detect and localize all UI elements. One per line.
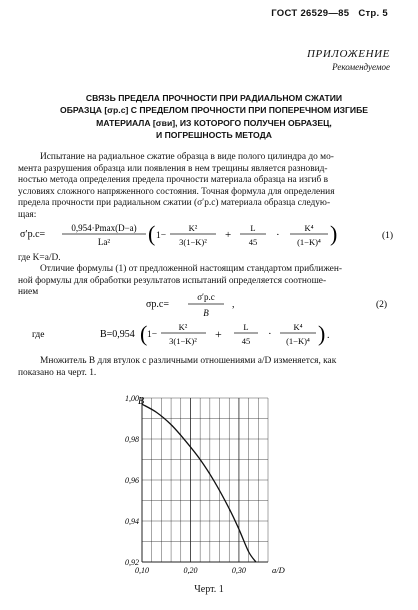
text-line: щая:: [18, 209, 37, 220]
chart-ticks: [125, 394, 246, 575]
paragraph-1: [18, 152, 396, 222]
term1-den: 3(1−K)²: [169, 336, 197, 346]
text-line: ностью метода определения предела прочности материала образца на изгиб в: [18, 175, 329, 186]
text-line: Отличие формулы (1) от предложенной настоящим стандартом приближен-: [40, 264, 342, 274]
chart-b-vs-a-over-d: [0, 390, 418, 580]
appendix-title: ПРИЛОЖЕНИЕ: [307, 48, 390, 60]
close-paren: ): [318, 321, 326, 346]
title-line: СВЯЗЬ ПРЕДЕЛА ПРОЧНОСТИ ПРИ РАДИАЛЬНОМ СЖАТИИ: [85, 93, 343, 103]
term3-num: K⁴: [293, 322, 303, 332]
term1-num: K²: [188, 223, 198, 233]
open-paren: (: [148, 221, 156, 246]
paragraph-3: [18, 356, 396, 379]
text-line: ной формулы для обработки результатов испытаний определяется соотноше-: [18, 275, 327, 286]
page-number: Стр. 5: [358, 8, 388, 19]
term3-num: K⁴: [304, 223, 314, 233]
formula-2: [0, 286, 418, 320]
y-tick-label: 0,98: [125, 435, 139, 444]
appendix-subtitle: Рекомендуемое: [332, 62, 390, 72]
formula-lhs: σ′р.с=: [20, 229, 46, 240]
title-line: МАТЕРИАЛА [σви], ИЗ КОТОРОГО ПОЛУЧЕН ОБРАЗЕЦ,: [96, 117, 332, 128]
term1-den: 3(1−K)²: [179, 237, 207, 247]
formula-tail: .: [327, 330, 330, 341]
term1-num: K²: [178, 322, 188, 332]
formula-numerator: σ′р.с: [197, 292, 215, 302]
formula-denominator: La²: [97, 237, 111, 247]
dot-sign: ·: [276, 229, 280, 241]
formula-numerator: 0,954·Pmax(D−a): [71, 223, 137, 233]
y-tick-label: 0,94: [125, 517, 139, 526]
text-line: предела прочности при радиальном сжатии (σ′р.с) материала образца следую-: [18, 198, 331, 209]
term3-den: (1−K)⁴: [286, 336, 310, 346]
text-line: Множитель B для втулок с различными отношениями a/D изменяется, как: [40, 356, 337, 366]
y-tick-label: 1,00: [125, 394, 139, 403]
one-minus: 1−: [156, 231, 167, 241]
figure-caption: Черт. 1: [194, 584, 224, 595]
text-line: мента разрушения образца или появления в нем трещины является разновид-: [18, 163, 328, 174]
page-header: [265, 8, 388, 19]
equation-number: (1): [382, 231, 394, 241]
x-axis-label: a/D: [272, 565, 285, 575]
text-line: условиях сложного напряженного состояния. Точная формула для определения: [18, 186, 335, 197]
text-line: нием: [18, 287, 39, 298]
section-title: [44, 92, 384, 142]
one-minus: 1−: [147, 330, 158, 340]
text-line: Испытание на радиальное сжатие образца в виде полого цилиндра до мо-: [40, 152, 334, 162]
term3-den: (1−K)⁴: [297, 237, 321, 247]
term2-den: 45: [241, 336, 251, 346]
term2-den: 45: [248, 237, 258, 247]
formula-b-definition: [0, 318, 418, 352]
open-paren: (: [140, 321, 148, 346]
where-label: где: [32, 330, 45, 340]
formula-denominator: B: [203, 308, 209, 318]
formula-1: [0, 218, 418, 252]
text-line: показано на черт. 1.: [18, 367, 97, 378]
equation-number: (2): [376, 300, 388, 310]
chart-grid: [142, 398, 268, 562]
where-1: [18, 253, 396, 265]
formula-tail: ,: [232, 299, 235, 310]
formula-lhs: σр.с=: [146, 299, 169, 310]
text-line: где K=a/D.: [18, 253, 61, 263]
term2-num: L: [250, 223, 256, 233]
x-tick-label: 0,10: [135, 566, 149, 575]
x-tick-label: 0,30: [231, 566, 246, 575]
y-axis-label: B: [138, 396, 145, 407]
plus-sign: +: [225, 229, 232, 241]
y-tick-label: 0,96: [125, 476, 139, 485]
plus-sign: +: [215, 327, 222, 341]
y-tick-label: 0,92: [125, 558, 139, 567]
term2-num: L: [243, 322, 249, 332]
close-paren: ): [330, 221, 338, 246]
title-line: ОБРАЗЦА [σр.с] С ПРЕДЕЛОМ ПРОЧНОСТИ ПРИ ПОПЕРЕЧНОМ ИЗГИБЕ: [60, 105, 368, 116]
gost-number: ГОСТ 26529—85: [271, 8, 350, 19]
title-line: И ПОГРЕШНОСТЬ МЕТОДА: [156, 130, 272, 141]
formula-lhs: B=0,954: [100, 329, 135, 340]
x-tick-label: 0,20: [183, 566, 198, 575]
dot-sign: ·: [268, 328, 272, 340]
